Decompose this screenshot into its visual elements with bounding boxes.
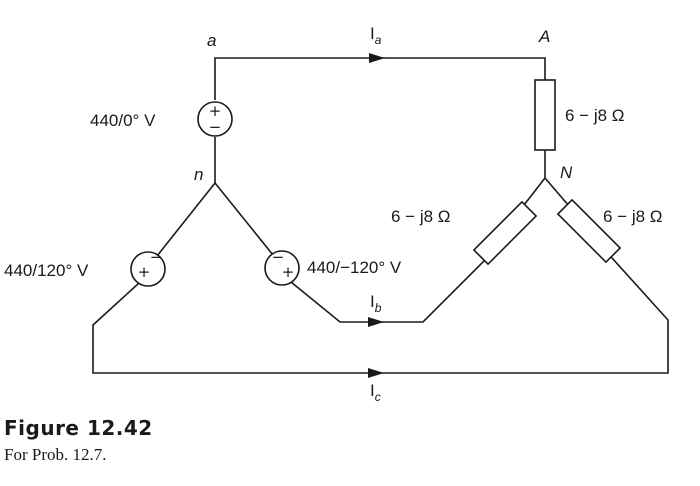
current-label-c: $I_c$ — [370, 381, 381, 404]
node-label-A: A — [539, 27, 551, 46]
arrow-current-c — [368, 368, 384, 378]
source-b-minus-sign: − — [271, 248, 285, 266]
wire-line-a-upper — [215, 58, 545, 100]
source-b-voltage-label: 440/−120° V — [307, 258, 402, 277]
source-a-voltage-label: 440/0° V — [90, 111, 156, 130]
figure-title: Figure 12.42 — [4, 416, 153, 440]
source-c-plus-sign: + — [137, 263, 151, 281]
wire-n-to-source-b — [215, 183, 273, 255]
source-b-plus-sign: + — [281, 263, 295, 281]
current-label-a: $I_a$ — [370, 24, 382, 47]
source-a-plus-sign: + — [208, 102, 222, 120]
node-label-n: n — [194, 165, 204, 184]
current-label-b: $I_b$ — [370, 292, 382, 315]
load-b-impedance-label: 6 − j8 Ω — [391, 207, 451, 226]
source-c-voltage-label: 440/120° V — [4, 261, 89, 280]
node-label-N: N — [560, 163, 573, 182]
load-impedance-a — [535, 80, 555, 150]
source-a-minus-sign: − — [208, 118, 222, 136]
load-impedance-b — [474, 202, 536, 264]
load-c-impedance-label: 6 − j8 Ω — [603, 207, 663, 226]
wire-n-to-source-c — [157, 183, 215, 256]
arrow-current-a — [369, 53, 385, 63]
figure-caption: For Prob. 12.7. — [4, 445, 107, 464]
source-c-minus-sign: − — [149, 248, 163, 266]
load-a-impedance-label: 6 − j8 Ω — [565, 106, 625, 125]
node-label-a: a — [207, 31, 217, 50]
arrow-current-b — [368, 317, 384, 327]
